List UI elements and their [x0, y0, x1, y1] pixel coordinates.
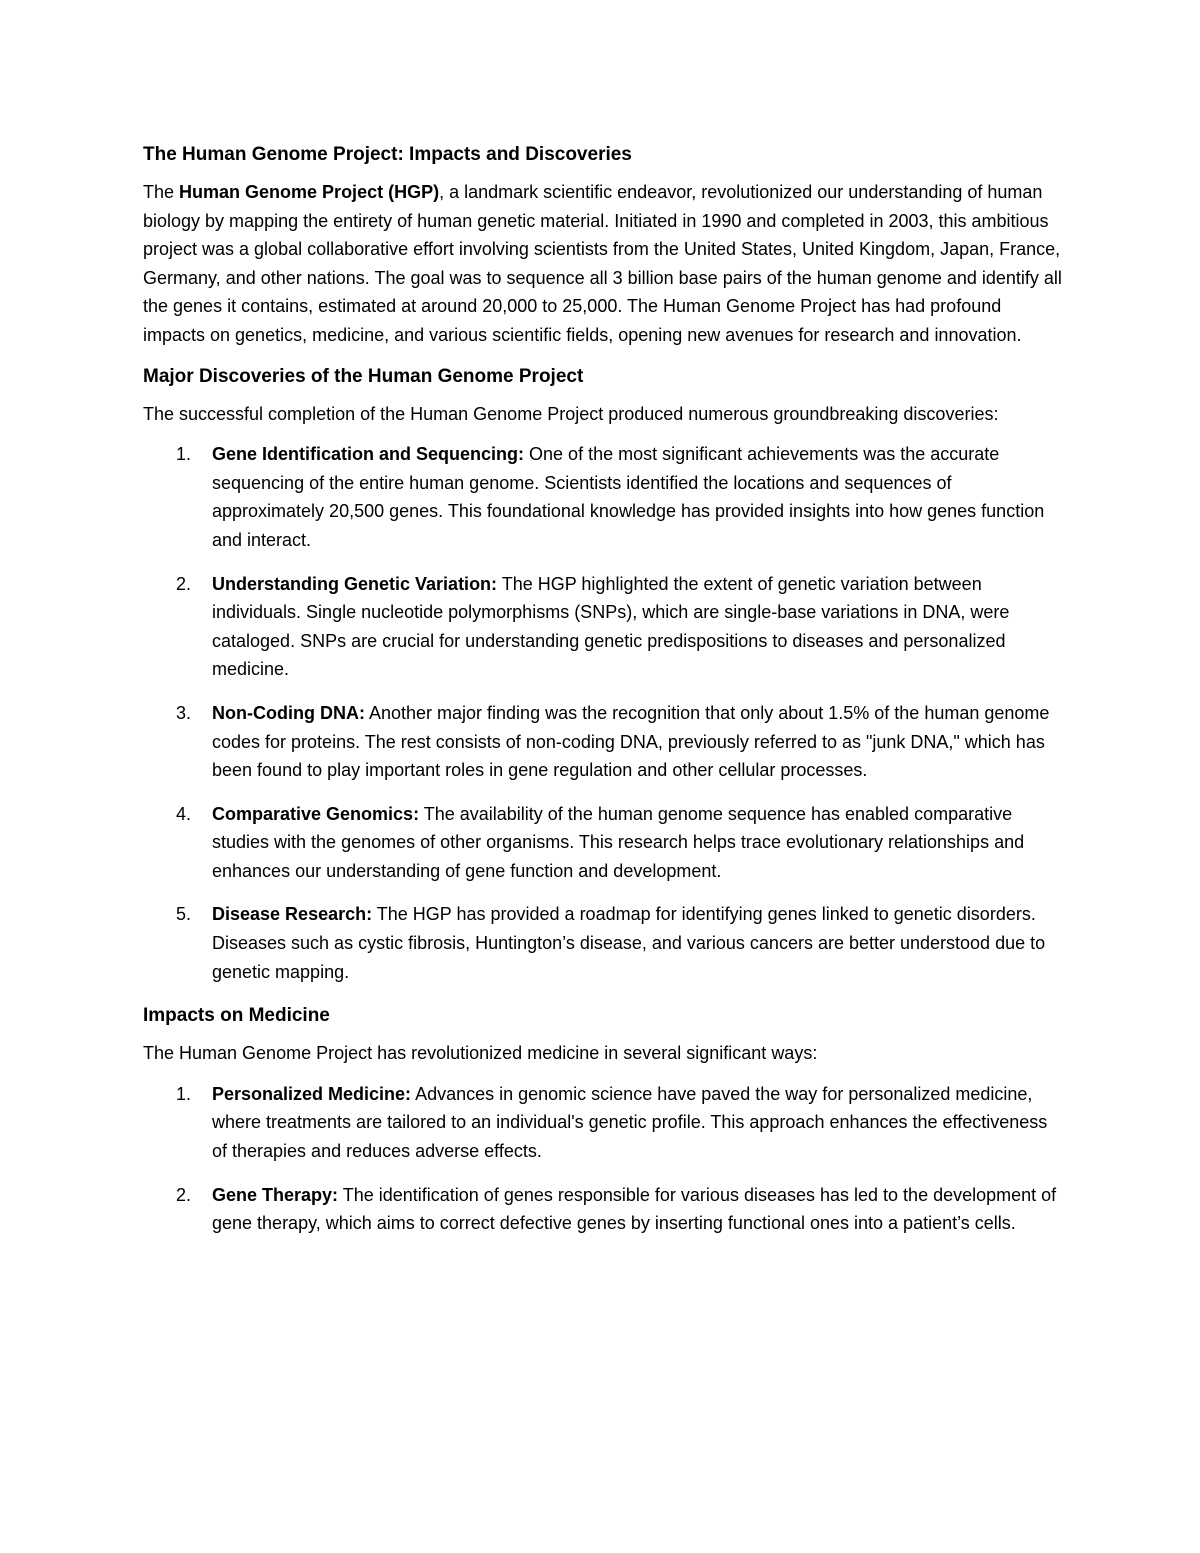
medicine-list [143, 1080, 1063, 1238]
list-item [143, 900, 1063, 986]
intro-paragraph [143, 178, 1063, 350]
list-item-term: Disease Research: [212, 904, 373, 925]
list-item-number: 4. [176, 803, 192, 824]
list-item-term: Comparative Genomics: [212, 803, 420, 824]
list-item-number: 3. [176, 702, 192, 723]
list-item-text: The HGP has provided a roadmap for identifying genes linked to genetic disorders. Diseases such as cystic fibrosis, Huntington’s disease, and various cancers are better understood due to genetic mapping. [212, 904, 1046, 982]
list-item-term: Understanding Genetic Variation: [212, 573, 498, 594]
document-title: The Human Genome Project: Impacts and Discoveries [143, 144, 632, 165]
list-item [143, 440, 1063, 554]
list-item-text: The availability of the human genome sequence has enabled comparative studies with the genomes of other organisms. This research helps trace evolutionary relationships and enhances our understanding of gene function and development. [212, 803, 1025, 881]
medicine-heading: Impacts on Medicine [143, 1005, 330, 1027]
list-item [143, 800, 1063, 886]
discoveries-list [143, 440, 1063, 986]
medicine-lead: The Human Genome Project has revolutionized medicine in several significant ways: [143, 1043, 818, 1064]
list-item-term: Non-Coding DNA: [212, 702, 365, 723]
document-page [143, 140, 1063, 1253]
list-item [143, 570, 1063, 684]
list-item [143, 699, 1063, 785]
discoveries-lead: The successful completion of the Human Genome Project produced numerous groundbreaking discoveries: [143, 403, 999, 424]
list-item-term: Gene Identification and Sequencing: [212, 444, 525, 465]
intro-bold-term: Human Genome Project (HGP) [179, 182, 440, 202]
intro-text-start: The [143, 182, 180, 202]
intro-text-rest: , a landmark scientific endeavor, revolutionized our understanding of human biology by mapping the entirety of human genetic material. Initiated in 1990 and completed in 2003, this ambitious project was a global collaborative effort involving scientists from the United States, United Kingdom, Japan, France, Germany, and other nations. The goal was to sequence all 3 billion base pairs of the human genome and identify all the genes it contains, estimated at around 20,000 to 25,000. The Human Genome Project has had profound impacts on genetics, medicine, and various scientific fields, opening new avenues for research and innovation. [143, 182, 1062, 345]
list-item-term: Personalized Medicine: [212, 1083, 412, 1104]
list-item-number: 2. [176, 1184, 192, 1205]
list-item-term: Gene Therapy: [212, 1184, 339, 1205]
list-item-text: Another major finding was the recognition that only about 1.5% of the human genome codes for proteins. The rest consists of non-coding DNA, previously referred to as "junk DNA," which has been found to play important roles in gene regulation and other cellular processes. [212, 702, 1050, 781]
list-item-number: 1. [176, 1083, 192, 1104]
list-item-text: Advances in genomic science have paved the way for personalized medicine, where treatments are tailored to an individual's genetic profile. This approach enhances the effectiveness of therapies and reduces adverse effects. [212, 1083, 1048, 1162]
list-item-text: The HGP highlighted the extent of genetic variation between individuals. Single nucleotide polymorphisms (SNPs), which are single-base variations in DNA, were cataloged. SNPs are crucial for understanding genetic predispositions to diseases and personalized medicine. [212, 573, 1010, 680]
list-item-number: 2. [176, 573, 192, 594]
list-item-text: The identification of genes responsible for various diseases has led to the development of gene therapy, which aims to correct defective genes by inserting functional ones into a patient’s cells. [212, 1184, 1057, 1234]
list-item-text: One of the most significant achievements was the accurate sequencing of the entire human genome. Scientists identified the locations and sequences of approximately 20,500 genes. This foundational knowledge has provided insights into how genes function and interact. [212, 444, 1045, 550]
list-item [143, 1080, 1063, 1166]
list-item-number: 5. [176, 904, 192, 925]
list-item-number: 1. [176, 444, 192, 465]
list-item [143, 1181, 1063, 1238]
discoveries-heading: Major Discoveries of the Human Genome Project [143, 365, 584, 387]
